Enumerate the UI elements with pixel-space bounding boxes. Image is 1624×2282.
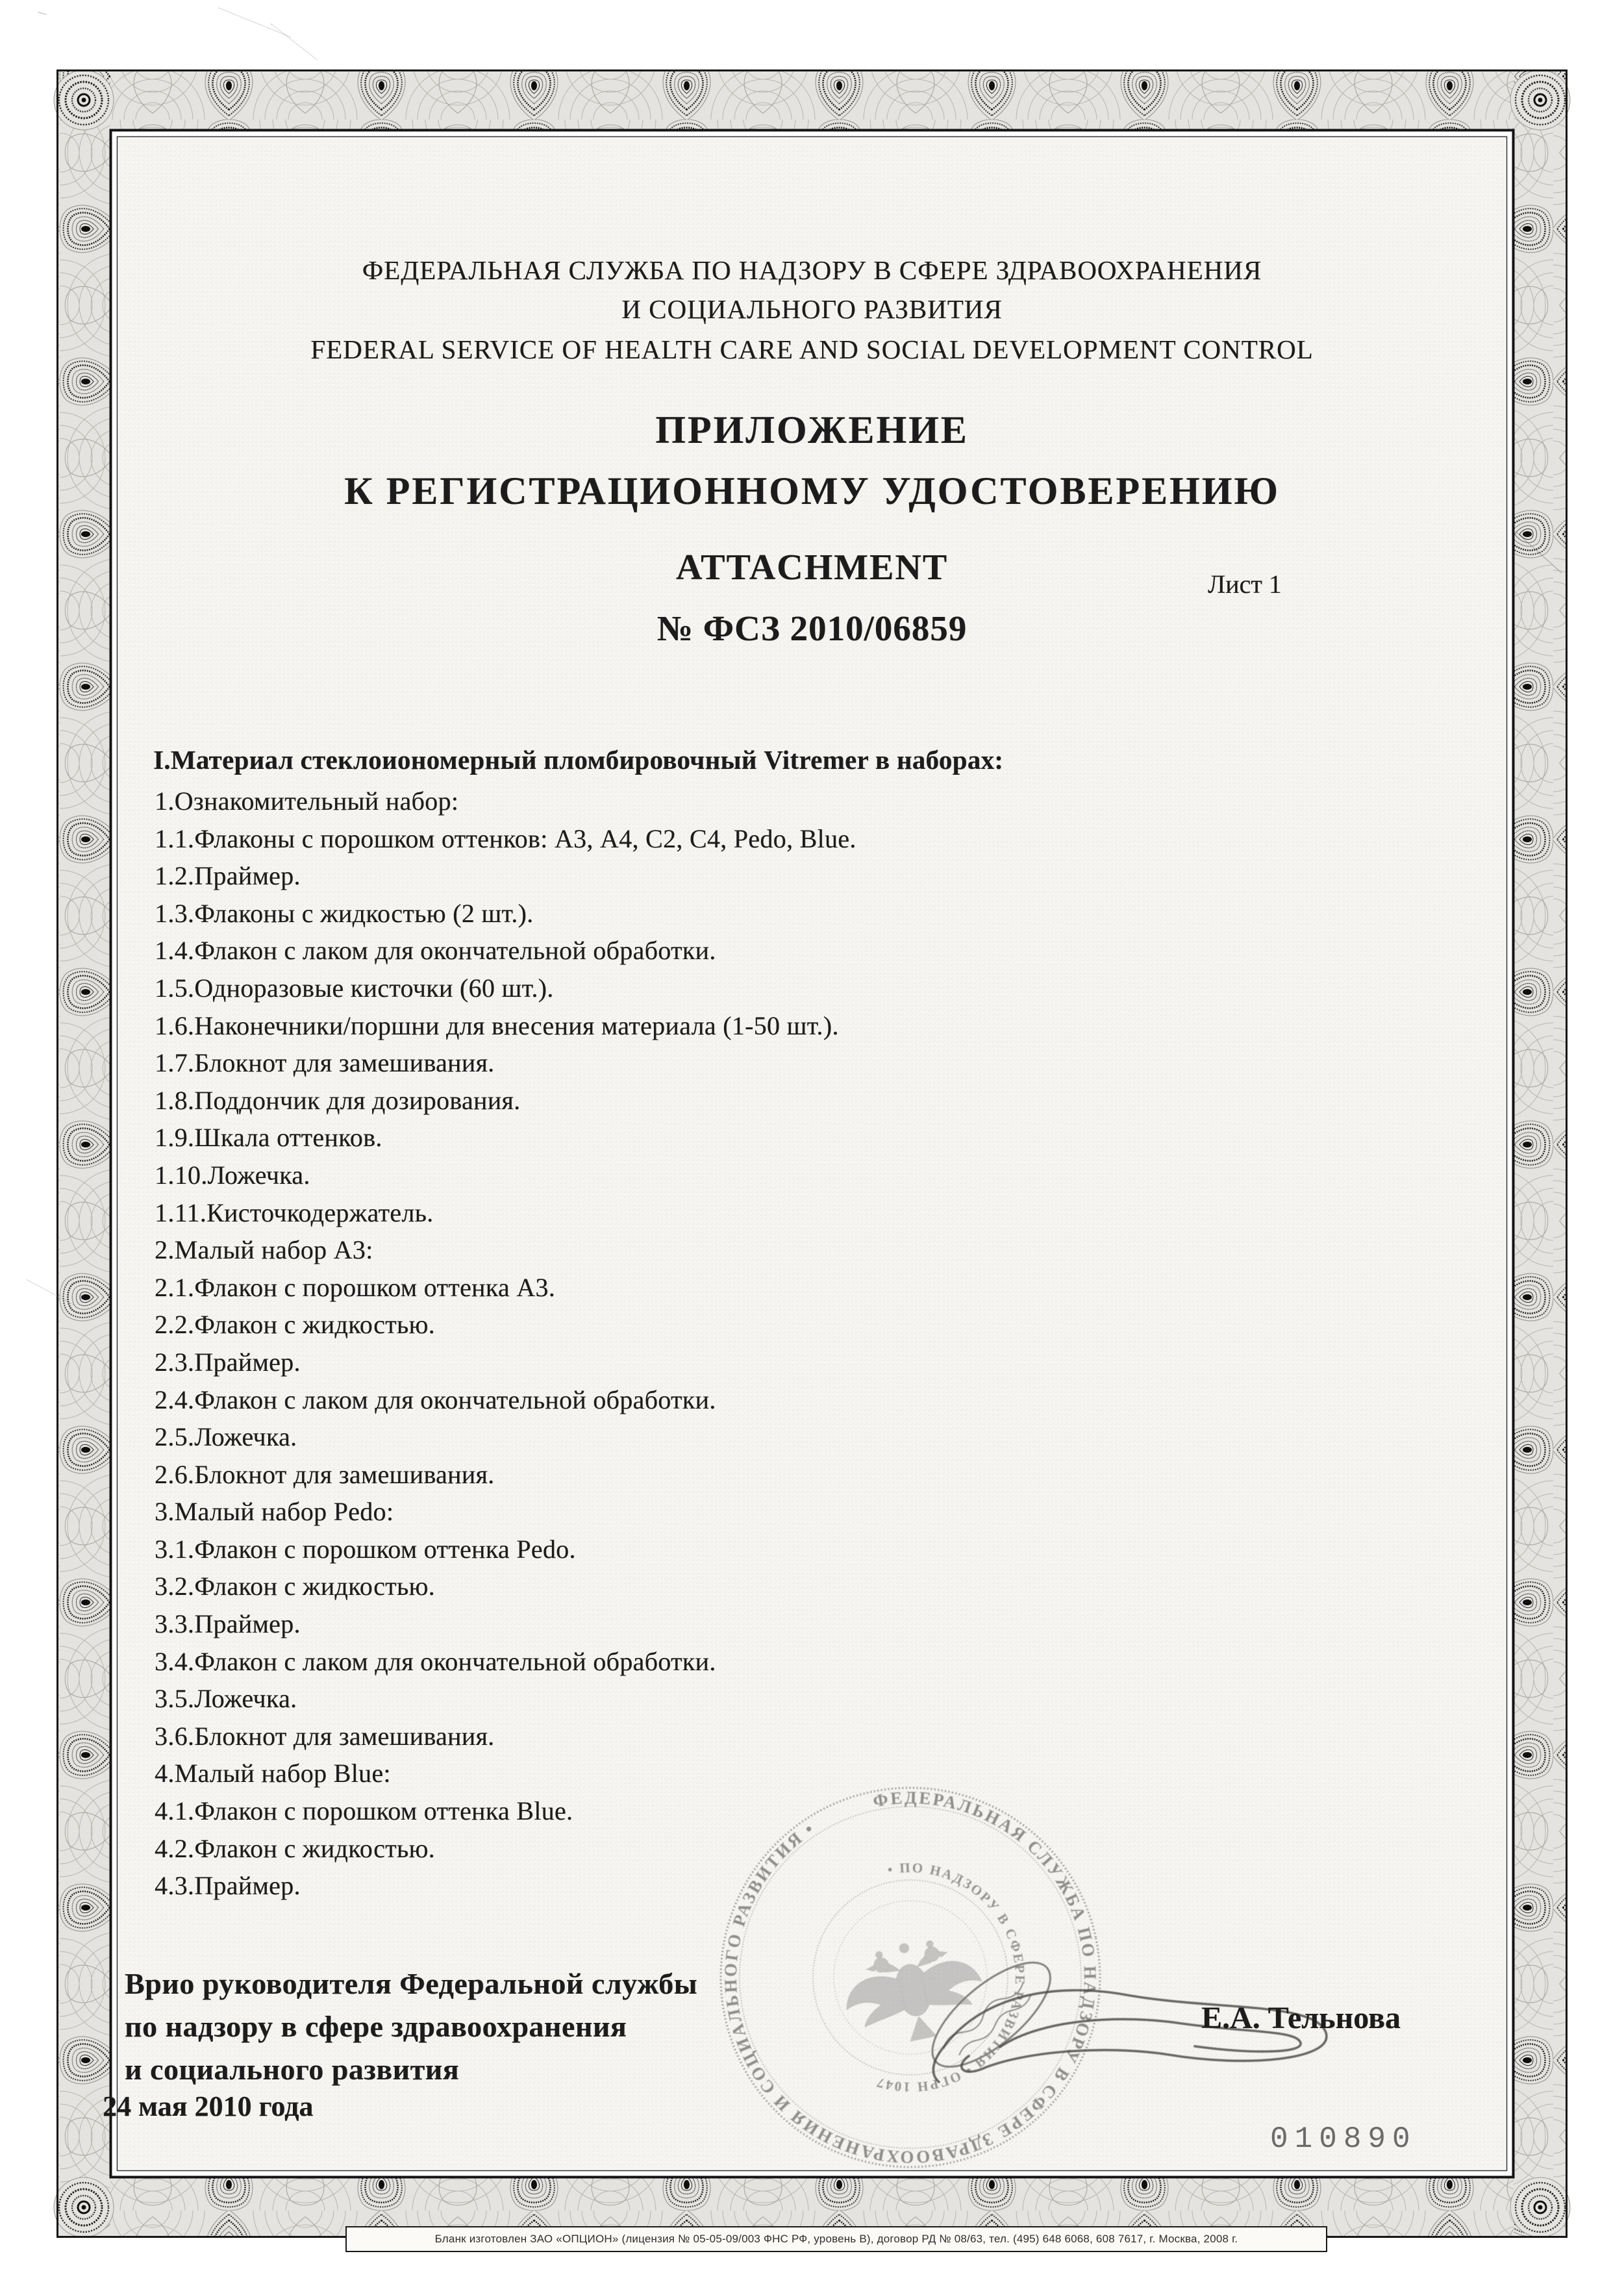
list-item: 1.6.Наконечники/поршни для внесения материала (1-50 шт.). <box>155 1010 839 1040</box>
list-item: 3.Малый набор Pedo: <box>155 1497 394 1527</box>
section-heading: I.Материал стеклоиономерный пломбировочный Vitremer в наборах: <box>153 745 1004 775</box>
list-item: 2.4.Флакон с лаком для окончательной обработки. <box>155 1385 716 1414</box>
list-item: 1.1.Флаконы с порошком оттенков: А3, А4, С2, С4, Pedo, Blue. <box>155 823 856 853</box>
list-item: 2.6.Блокнот для замешивания. <box>155 1459 495 1489</box>
list-item: 3.5.Ложечка. <box>155 1684 297 1714</box>
blank-manufacturer-text: Бланк изготовлен ЗАО «ОПЦИОН» (лицензия № 05-05-09/003 ФНС РФ, уровень В), договор РД № 08/63, тел. (495) 648 6068, 608 7617, г. Москва, 2008 г. <box>434 2233 1238 2245</box>
list-item: 1.10.Ложечка. <box>155 1160 310 1190</box>
list-item: 1.7.Блокнот для замешивания. <box>155 1048 495 1078</box>
org-name-ru-line1: ФЕДЕРАЛЬНАЯ СЛУЖБА ПО НАДЗОРУ В СФЕРЕ ЗДРАВООХРАНЕНИЯ <box>362 255 1262 285</box>
list-item: 3.6.Блокнот для замешивания. <box>155 1721 495 1751</box>
list-item: 1.3.Флаконы с жидкостью (2 шт.). <box>155 898 534 928</box>
sheet-number: Лист 1 <box>1208 570 1282 599</box>
list-item: 1.9.Шкала оттенков. <box>155 1123 382 1153</box>
doc-title-en: ATTACHMENT <box>675 547 949 588</box>
org-name-ru-line2: И СОЦИАЛЬНОГО РАЗВИТИЯ <box>621 294 1003 324</box>
blank-manufacturer-box <box>345 2226 1327 2252</box>
list-item: 2.Малый набор А3: <box>155 1235 373 1265</box>
list-item: 2.2.Флакон с жидкостью. <box>155 1310 435 1340</box>
stamp-ring-inner-text: • ПО НАДЗОРУ В СФЕРЕ РАЗВИТИЯ • ОГРН 1047 <box>873 1859 1029 2096</box>
list-item: 3.2.Флакон с жидкостью. <box>155 1572 435 1601</box>
org-name-en: FEDERAL SERVICE OF HEALTH CARE AND SOCIAL DEVELOPMENT CONTROL <box>310 334 1314 364</box>
list-item: 1.5.Одноразовые кисточки (60 шт.). <box>155 973 554 1003</box>
stamp-ring-outer-text: ФЕДЕРАЛЬНАЯ СЛУЖБА ПО НАДЗОРУ В СФЕРЕ ЗДРАВООХРАНЕНИЯ И СОЦИАЛЬНОГО РАЗВИТИЯ • <box>720 1787 1101 2168</box>
signatory-position-line1: Врио руководителя Федеральной службы <box>125 1967 698 2000</box>
list-item: 4.2.Флакон с жидкостью. <box>155 1833 435 1863</box>
contents-list <box>155 783 1388 1905</box>
list-item: 3.4.Флакон с лаком для окончательной обработки. <box>155 1646 716 1676</box>
registration-number: № ФСЗ 2010/06859 <box>656 608 968 648</box>
signatory-position-line2: по надзору в сфере здравоохранения <box>125 2010 627 2043</box>
signature-date: 24 мая 2010 года <box>103 2090 314 2122</box>
list-item: 4.1.Флакон с порошком оттенка Blue. <box>155 1796 573 1826</box>
list-item: 3.1.Флакон с порошком оттенка Pedo. <box>155 1534 576 1564</box>
blank-serial-number: 010890 <box>1270 2122 1417 2156</box>
signatory-position-line3: и социального развития <box>125 2053 460 2086</box>
list-item: 1.11.Кисточкодержатель. <box>155 1197 434 1227</box>
signatory-name: Е.А. Тельнова <box>1201 2001 1401 2035</box>
list-item: 1.2.Праймер. <box>155 861 301 891</box>
doc-title-ru-line2: К РЕГИСТРАЦИОННОМУ УДОСТОВЕРЕНИЮ <box>344 470 1280 512</box>
list-item: 2.3.Праймер. <box>155 1347 301 1377</box>
list-item: 1.Ознакомительный набор: <box>155 786 459 816</box>
list-item: 3.3.Праймер. <box>155 1609 301 1639</box>
list-item: 2.1.Флакон с порошком оттенка А3. <box>155 1272 556 1302</box>
list-item: 4.Малый набор Blue: <box>155 1759 391 1788</box>
list-item: 4.3.Праймер. <box>155 1871 301 1901</box>
list-item: 1.8.Поддончик для дозирования. <box>155 1085 521 1115</box>
list-item: 2.5.Ложечка. <box>155 1422 297 1452</box>
doc-title-ru-line1: ПРИЛОЖЕНИЕ <box>655 408 969 451</box>
list-item: 1.4.Флакон с лаком для окончательной обработки. <box>155 936 716 966</box>
